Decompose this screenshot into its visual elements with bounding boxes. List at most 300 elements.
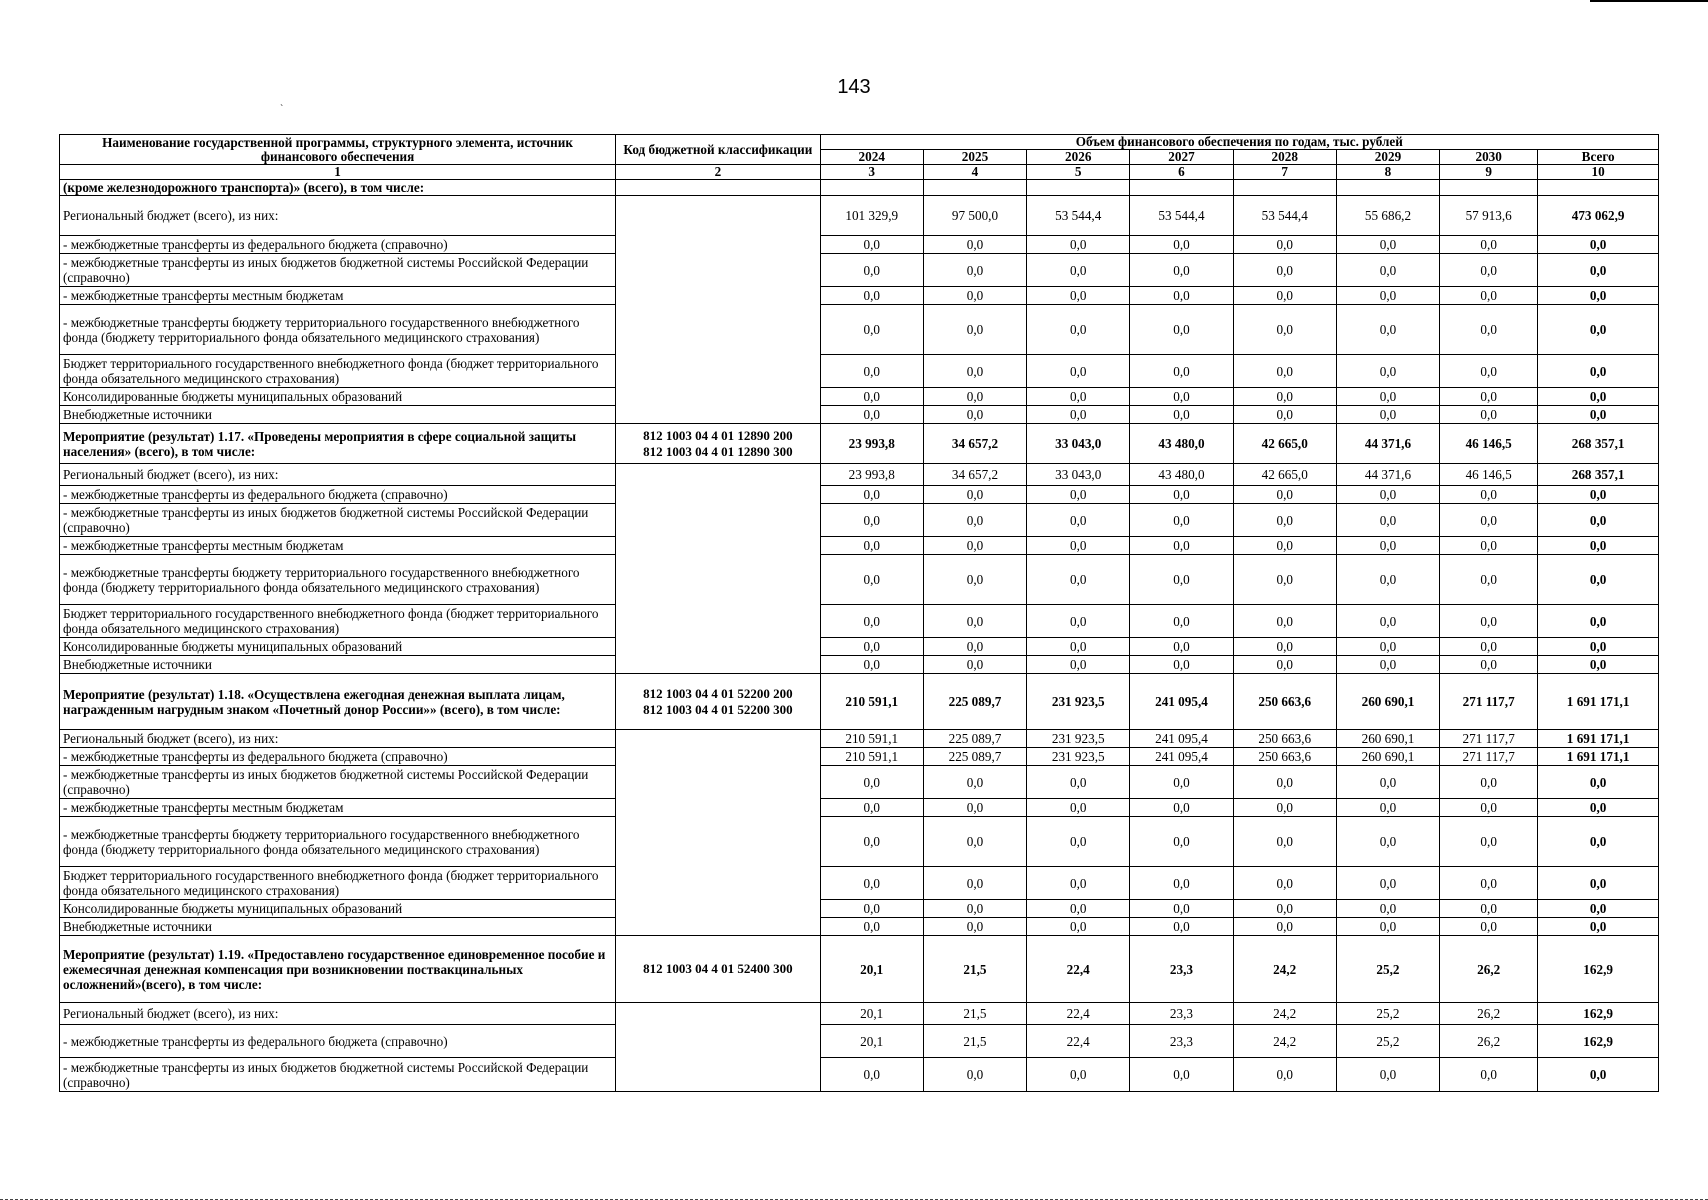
year-value-cell: 0,0 xyxy=(923,287,1026,305)
year-value-cell: 0,0 xyxy=(1027,799,1130,817)
total-cell: 473 062,9 xyxy=(1538,196,1659,236)
source-row xyxy=(60,656,1659,674)
year-value-cell: 0,0 xyxy=(923,305,1026,355)
source-row xyxy=(60,918,1659,936)
source-row xyxy=(60,555,1659,605)
year-value-cell: 0,0 xyxy=(1440,555,1538,605)
year-value-cell: 0,0 xyxy=(1130,638,1233,656)
year-value-cell: 0,0 xyxy=(1130,305,1233,355)
year-value-cell: 26,2 xyxy=(1440,1003,1538,1025)
year-value-cell: 0,0 xyxy=(1130,1058,1233,1092)
year-value-cell: 0,0 xyxy=(1233,254,1336,287)
total-cell: 268 357,1 xyxy=(1538,464,1659,486)
total-cell: 0,0 xyxy=(1538,355,1659,388)
year-value-cell: 0,0 xyxy=(820,537,923,555)
year-value-cell: 0,0 xyxy=(1440,605,1538,638)
header-year: 2025 xyxy=(923,150,1026,165)
column-index: 2 xyxy=(616,165,820,180)
year-value-cell: 0,0 xyxy=(1440,656,1538,674)
year-value-cell: 0,0 xyxy=(1233,605,1336,638)
year-value-cell: 0,0 xyxy=(820,638,923,656)
year-value-cell: 0,0 xyxy=(1336,867,1439,900)
source-row xyxy=(60,305,1659,355)
year-value-cell: 0,0 xyxy=(820,305,923,355)
year-value-cell: 0,0 xyxy=(820,605,923,638)
year-value-cell: 0,0 xyxy=(1027,638,1130,656)
source-name: Бюджет территориального государственного внебюджетного фонда (бюджет территориального фонда обязательного медицинского страхования) xyxy=(60,605,616,638)
year-value-cell: 260 690,1 xyxy=(1336,674,1439,730)
year-value-cell: 43 480,0 xyxy=(1130,424,1233,464)
year-value-cell: 20,1 xyxy=(820,1025,923,1058)
year-value-cell xyxy=(1336,180,1439,196)
year-value-cell: 0,0 xyxy=(1027,766,1130,799)
total-cell: 1 691 171,1 xyxy=(1538,748,1659,766)
header-total: Всего xyxy=(1538,150,1659,165)
year-value-cell: 21,5 xyxy=(923,1025,1026,1058)
header-year: 2027 xyxy=(1130,150,1233,165)
year-value-cell: 0,0 xyxy=(1233,504,1336,537)
year-value-cell: 0,0 xyxy=(923,537,1026,555)
year-value-cell: 0,0 xyxy=(1233,799,1336,817)
year-value-cell: 0,0 xyxy=(820,900,923,918)
year-value-cell: 231 923,5 xyxy=(1027,748,1130,766)
year-value-cell: 231 923,5 xyxy=(1027,674,1130,730)
year-value-cell: 0,0 xyxy=(1233,388,1336,406)
year-value-cell: 0,0 xyxy=(1440,388,1538,406)
year-value-cell: 0,0 xyxy=(923,766,1026,799)
header-row-index xyxy=(60,165,1659,180)
year-value-cell: 97 500,0 xyxy=(923,196,1026,236)
year-value-cell: 26,2 xyxy=(1440,1025,1538,1058)
total-cell: 0,0 xyxy=(1538,537,1659,555)
source-row xyxy=(60,504,1659,537)
column-index: 3 xyxy=(820,165,923,180)
column-index: 5 xyxy=(1027,165,1130,180)
year-value-cell: 46 146,5 xyxy=(1440,464,1538,486)
total-cell: 0,0 xyxy=(1538,638,1659,656)
year-value-cell: 44 371,6 xyxy=(1336,464,1439,486)
total-cell: 0,0 xyxy=(1538,1058,1659,1092)
total-cell: 0,0 xyxy=(1538,406,1659,424)
header-name: Наименование государственной программы, структурного элемента, источник финансового обеспечения xyxy=(60,135,616,165)
year-value-cell: 0,0 xyxy=(1336,254,1439,287)
source-name: Внебюджетные источники xyxy=(60,406,616,424)
source-row xyxy=(60,605,1659,638)
year-value-cell: 0,0 xyxy=(923,605,1026,638)
year-value-cell: 0,0 xyxy=(1130,504,1233,537)
source-name: - межбюджетные трансферты бюджету территориального государственного внебюджетного фонда (бюджету территориального фонда обязательного медицинского страхования) xyxy=(60,555,616,605)
year-value-cell: 271 117,7 xyxy=(1440,730,1538,748)
year-value-cell: 241 095,4 xyxy=(1130,674,1233,730)
year-value-cell: 0,0 xyxy=(1130,656,1233,674)
year-value-cell: 0,0 xyxy=(1130,355,1233,388)
year-value-cell: 0,0 xyxy=(1336,287,1439,305)
total-cell: 162,9 xyxy=(1538,936,1659,1003)
source-row xyxy=(60,537,1659,555)
year-value-cell: 0,0 xyxy=(1233,867,1336,900)
header-year: 2028 xyxy=(1233,150,1336,165)
year-value-cell: 231 923,5 xyxy=(1027,730,1130,748)
total-cell: 0,0 xyxy=(1538,254,1659,287)
source-name: Региональный бюджет (всего), из них: xyxy=(60,1003,616,1025)
year-value-cell: 0,0 xyxy=(1440,638,1538,656)
year-value-cell: 210 591,1 xyxy=(820,730,923,748)
source-row xyxy=(60,799,1659,817)
column-index: 9 xyxy=(1440,165,1538,180)
year-value-cell xyxy=(820,180,923,196)
year-value-cell: 0,0 xyxy=(1027,388,1130,406)
year-value-cell: 0,0 xyxy=(923,867,1026,900)
total-cell: 0,0 xyxy=(1538,236,1659,254)
year-value-cell: 0,0 xyxy=(1440,799,1538,817)
budget-code xyxy=(616,180,820,196)
source-name: Внебюджетные источники xyxy=(60,656,616,674)
year-value-cell: 0,0 xyxy=(1233,656,1336,674)
financing-table xyxy=(59,134,1659,1092)
year-value-cell: 0,0 xyxy=(1336,900,1439,918)
event-title: Мероприятие (результат) 1.19. «Предоставлено государственное единовременное пособие и ежемесячная денежная компенсация при возникновении поствакцинальных осложнений»(всего), в том числе: xyxy=(60,936,616,1003)
year-value-cell: 0,0 xyxy=(1130,605,1233,638)
year-value-cell: 33 043,0 xyxy=(1027,424,1130,464)
header-year: 2026 xyxy=(1027,150,1130,165)
year-value-cell: 23,3 xyxy=(1130,936,1233,1003)
year-value-cell: 225 089,7 xyxy=(923,730,1026,748)
year-value-cell: 225 089,7 xyxy=(923,674,1026,730)
event-title: (кроме железнодорожного транспорта)» (всего), в том числе: xyxy=(60,180,616,196)
year-value-cell: 0,0 xyxy=(1027,555,1130,605)
total-cell: 0,0 xyxy=(1538,504,1659,537)
year-value-cell: 25,2 xyxy=(1336,1025,1439,1058)
year-value-cell: 0,0 xyxy=(923,656,1026,674)
source-row xyxy=(60,1025,1659,1058)
total-cell: 0,0 xyxy=(1538,486,1659,504)
source-name: - межбюджетные трансферты местным бюджетам xyxy=(60,537,616,555)
year-value-cell: 21,5 xyxy=(923,1003,1026,1025)
total-cell: 1 691 171,1 xyxy=(1538,730,1659,748)
year-value-cell: 0,0 xyxy=(1440,867,1538,900)
source-row xyxy=(60,1058,1659,1092)
year-value-cell: 0,0 xyxy=(1336,918,1439,936)
source-name: Внебюджетные источники xyxy=(60,918,616,936)
year-value-cell: 42 665,0 xyxy=(1233,424,1336,464)
year-value-cell: 0,0 xyxy=(1440,1058,1538,1092)
year-value-cell: 0,0 xyxy=(820,867,923,900)
year-value-cell: 0,0 xyxy=(1233,817,1336,867)
year-value-cell: 0,0 xyxy=(1130,867,1233,900)
year-value-cell: 0,0 xyxy=(1233,555,1336,605)
source-name: - межбюджетные трансферты бюджету территориального государственного внебюджетного фонда (бюджету территориального фонда обязательного медицинского страхования) xyxy=(60,305,616,355)
year-value-cell: 0,0 xyxy=(1027,656,1130,674)
year-value-cell: 0,0 xyxy=(1440,817,1538,867)
budget-code: 812 1003 04 4 01 52400 300 xyxy=(616,936,820,1003)
year-value-cell: 0,0 xyxy=(923,900,1026,918)
year-value-cell: 0,0 xyxy=(1130,287,1233,305)
year-value-cell: 0,0 xyxy=(923,236,1026,254)
event-row xyxy=(60,424,1659,464)
year-value-cell: 0,0 xyxy=(1233,900,1336,918)
year-value-cell: 271 117,7 xyxy=(1440,674,1538,730)
year-value-cell: 0,0 xyxy=(1440,236,1538,254)
year-value-cell: 0,0 xyxy=(1130,918,1233,936)
budget-code: 812 1003 04 4 01 12890 200 812 1003 04 4 01 12890 300 xyxy=(616,424,820,464)
year-value-cell: 42 665,0 xyxy=(1233,464,1336,486)
year-value-cell: 250 663,6 xyxy=(1233,748,1336,766)
year-value-cell: 0,0 xyxy=(1027,504,1130,537)
year-value-cell xyxy=(1130,180,1233,196)
source-name: Региональный бюджет (всего), из них: xyxy=(60,464,616,486)
year-value-cell: 0,0 xyxy=(1233,305,1336,355)
year-value-cell: 0,0 xyxy=(1027,537,1130,555)
total-cell: 1 691 171,1 xyxy=(1538,674,1659,730)
year-value-cell: 0,0 xyxy=(820,486,923,504)
header-volume: Объем финансового обеспечения по годам, тыс. рублей xyxy=(820,135,1658,150)
year-value-cell: 0,0 xyxy=(820,799,923,817)
header-year: 2024 xyxy=(820,150,923,165)
year-value-cell: 0,0 xyxy=(1130,799,1233,817)
year-value-cell: 0,0 xyxy=(1440,355,1538,388)
year-value-cell: 0,0 xyxy=(1440,287,1538,305)
total-cell: 0,0 xyxy=(1538,656,1659,674)
source-name: Консолидированные бюджеты муниципальных образований xyxy=(60,900,616,918)
year-value-cell: 34 657,2 xyxy=(923,464,1026,486)
year-value-cell: 0,0 xyxy=(820,406,923,424)
year-value-cell: 23,3 xyxy=(1130,1003,1233,1025)
year-value-cell: 0,0 xyxy=(820,817,923,867)
year-value-cell: 23 993,8 xyxy=(820,424,923,464)
source-name: - межбюджетные трансферты из федерального бюджета (справочно) xyxy=(60,1025,616,1058)
year-value-cell: 0,0 xyxy=(923,486,1026,504)
year-value-cell: 0,0 xyxy=(1027,1058,1130,1092)
year-value-cell: 0,0 xyxy=(820,254,923,287)
total-cell: 162,9 xyxy=(1538,1025,1659,1058)
total-cell: 0,0 xyxy=(1538,900,1659,918)
year-value-cell: 0,0 xyxy=(923,918,1026,936)
year-value-cell: 0,0 xyxy=(1233,918,1336,936)
source-row xyxy=(60,817,1659,867)
year-value-cell: 0,0 xyxy=(1336,605,1439,638)
year-value-cell: 24,2 xyxy=(1233,936,1336,1003)
year-value-cell: 20,1 xyxy=(820,1003,923,1025)
year-value-cell: 0,0 xyxy=(1027,254,1130,287)
column-index: 7 xyxy=(1233,165,1336,180)
year-value-cell: 0,0 xyxy=(1440,537,1538,555)
year-value-cell: 0,0 xyxy=(1027,867,1130,900)
year-value-cell: 0,0 xyxy=(1130,555,1233,605)
year-value-cell: 0,0 xyxy=(820,388,923,406)
year-value-cell xyxy=(1440,180,1538,196)
source-row xyxy=(60,355,1659,388)
year-value-cell: 0,0 xyxy=(1336,504,1439,537)
year-value-cell: 0,0 xyxy=(1440,406,1538,424)
source-row xyxy=(60,254,1659,287)
year-value-cell: 0,0 xyxy=(1336,656,1439,674)
year-value-cell: 0,0 xyxy=(923,1058,1026,1092)
year-value-cell: 0,0 xyxy=(1130,254,1233,287)
source-row xyxy=(60,1003,1659,1025)
total-cell: 0,0 xyxy=(1538,799,1659,817)
source-name: - межбюджетные трансферты из федерального бюджета (справочно) xyxy=(60,236,616,254)
event-row xyxy=(60,936,1659,1003)
year-value-cell: 0,0 xyxy=(1233,638,1336,656)
year-value-cell: 0,0 xyxy=(1233,406,1336,424)
year-value-cell: 0,0 xyxy=(820,656,923,674)
source-name: Бюджет территориального государственного внебюджетного фонда (бюджет территориального фонда обязательного медицинского страхования) xyxy=(60,867,616,900)
total-cell: 0,0 xyxy=(1538,867,1659,900)
year-value-cell: 0,0 xyxy=(923,504,1026,537)
source-name: Консолидированные бюджеты муниципальных образований xyxy=(60,638,616,656)
source-name: - межбюджетные трансферты из федерального бюджета (справочно) xyxy=(60,486,616,504)
year-value-cell: 210 591,1 xyxy=(820,748,923,766)
year-value-cell xyxy=(923,180,1026,196)
year-value-cell: 0,0 xyxy=(1233,766,1336,799)
year-value-cell: 260 690,1 xyxy=(1336,748,1439,766)
source-name: Региональный бюджет (всего), из них: xyxy=(60,730,616,748)
scan-mark: ` xyxy=(280,104,284,115)
year-value-cell: 0,0 xyxy=(1336,766,1439,799)
source-name: Региональный бюджет (всего), из них: xyxy=(60,196,616,236)
year-value-cell: 260 690,1 xyxy=(1336,730,1439,748)
year-value-cell: 0,0 xyxy=(1027,236,1130,254)
source-row xyxy=(60,638,1659,656)
header-year: 2029 xyxy=(1336,150,1439,165)
year-value-cell: 0,0 xyxy=(1440,254,1538,287)
year-value-cell: 0,0 xyxy=(1027,605,1130,638)
budget-code-empty xyxy=(616,196,820,424)
year-value-cell: 23,3 xyxy=(1130,1025,1233,1058)
year-value-cell: 0,0 xyxy=(820,504,923,537)
year-value-cell: 0,0 xyxy=(1440,504,1538,537)
year-value-cell: 0,0 xyxy=(1336,555,1439,605)
budget-code-empty xyxy=(616,464,820,674)
year-value-cell: 0,0 xyxy=(820,918,923,936)
year-value-cell: 0,0 xyxy=(923,799,1026,817)
source-row xyxy=(60,486,1659,504)
year-value-cell: 0,0 xyxy=(1233,287,1336,305)
year-value-cell: 0,0 xyxy=(1336,1058,1439,1092)
year-value-cell: 0,0 xyxy=(1130,766,1233,799)
year-value-cell: 0,0 xyxy=(1027,305,1130,355)
source-name: - межбюджетные трансферты бюджету территориального государственного внебюджетного фонда (бюджету территориального фонда обязательного медицинского страхования) xyxy=(60,817,616,867)
year-value-cell: 0,0 xyxy=(1440,918,1538,936)
year-value-cell: 0,0 xyxy=(923,355,1026,388)
total-cell: 0,0 xyxy=(1538,555,1659,605)
year-value-cell: 53 544,4 xyxy=(1233,196,1336,236)
source-row xyxy=(60,900,1659,918)
year-value-cell: 57 913,6 xyxy=(1440,196,1538,236)
year-value-cell: 0,0 xyxy=(1336,537,1439,555)
year-value-cell: 0,0 xyxy=(1440,305,1538,355)
year-value-cell: 0,0 xyxy=(1130,406,1233,424)
year-value-cell: 25,2 xyxy=(1336,936,1439,1003)
year-value-cell: 0,0 xyxy=(1027,486,1130,504)
year-value-cell: 53 544,4 xyxy=(1130,196,1233,236)
year-value-cell: 55 686,2 xyxy=(1336,196,1439,236)
year-value-cell: 0,0 xyxy=(1336,236,1439,254)
year-value-cell: 0,0 xyxy=(1336,305,1439,355)
header-code: Код бюджетной классификации xyxy=(616,135,820,165)
year-value-cell: 0,0 xyxy=(820,1058,923,1092)
source-row xyxy=(60,766,1659,799)
year-value-cell: 241 095,4 xyxy=(1130,748,1233,766)
year-value-cell: 0,0 xyxy=(1027,355,1130,388)
year-value-cell: 0,0 xyxy=(820,236,923,254)
year-value-cell: 0,0 xyxy=(923,817,1026,867)
year-value-cell: 20,1 xyxy=(820,936,923,1003)
year-value-cell: 0,0 xyxy=(1336,486,1439,504)
year-value-cell: 0,0 xyxy=(1440,766,1538,799)
source-name: - межбюджетные трансферты местным бюджетам xyxy=(60,287,616,305)
budget-code-empty xyxy=(616,1003,820,1092)
source-row xyxy=(60,287,1659,305)
year-value-cell: 0,0 xyxy=(1336,355,1439,388)
year-value-cell: 23 993,8 xyxy=(820,464,923,486)
year-value-cell: 0,0 xyxy=(1233,486,1336,504)
year-value-cell: 53 544,4 xyxy=(1027,196,1130,236)
total-cell: 268 357,1 xyxy=(1538,424,1659,464)
total-cell: 0,0 xyxy=(1538,287,1659,305)
year-value-cell: 33 043,0 xyxy=(1027,464,1130,486)
year-value-cell: 0,0 xyxy=(923,406,1026,424)
total-cell: 0,0 xyxy=(1538,605,1659,638)
year-value-cell: 0,0 xyxy=(1130,817,1233,867)
year-value-cell: 26,2 xyxy=(1440,936,1538,1003)
column-index: 8 xyxy=(1336,165,1439,180)
year-value-cell: 0,0 xyxy=(1233,236,1336,254)
year-value-cell: 0,0 xyxy=(923,638,1026,656)
year-value-cell: 0,0 xyxy=(1130,388,1233,406)
year-value-cell: 22,4 xyxy=(1027,1025,1130,1058)
year-value-cell: 34 657,2 xyxy=(923,424,1026,464)
year-value-cell: 24,2 xyxy=(1233,1003,1336,1025)
year-value-cell: 0,0 xyxy=(1027,900,1130,918)
year-value-cell: 0,0 xyxy=(1440,486,1538,504)
column-index: 6 xyxy=(1130,165,1233,180)
top-rule xyxy=(1590,0,1708,2)
year-value-cell: 0,0 xyxy=(923,388,1026,406)
year-value-cell: 0,0 xyxy=(923,555,1026,605)
year-value-cell: 21,5 xyxy=(923,936,1026,1003)
year-value-cell: 0,0 xyxy=(1027,406,1130,424)
year-value-cell: 0,0 xyxy=(1130,537,1233,555)
year-value-cell: 0,0 xyxy=(1027,287,1130,305)
total-cell: 0,0 xyxy=(1538,305,1659,355)
header-row-1 xyxy=(60,135,1659,150)
year-value-cell: 24,2 xyxy=(1233,1025,1336,1058)
source-name: - межбюджетные трансферты из иных бюджетов бюджетной системы Российской Федерации (справочно) xyxy=(60,254,616,287)
column-index: 1 xyxy=(60,165,616,180)
year-value-cell: 46 146,5 xyxy=(1440,424,1538,464)
year-value-cell: 22,4 xyxy=(1027,1003,1130,1025)
source-name: - межбюджетные трансферты из федерального бюджета (справочно) xyxy=(60,748,616,766)
event-title: Мероприятие (результат) 1.18. «Осуществлена ежегодная денежная выплата лицам, награжденным нагрудным знаком «Почетный донор России»» (всего), в том числе: xyxy=(60,674,616,730)
source-row xyxy=(60,406,1659,424)
source-row xyxy=(60,748,1659,766)
source-row xyxy=(60,730,1659,748)
year-value-cell: 0,0 xyxy=(1130,900,1233,918)
event-row xyxy=(60,674,1659,730)
header-year: 2030 xyxy=(1440,150,1538,165)
page-number: 143 xyxy=(837,76,871,98)
source-name: - межбюджетные трансферты из иных бюджетов бюджетной системы Российской Федерации (справочно) xyxy=(60,1058,616,1092)
year-value-cell: 0,0 xyxy=(923,254,1026,287)
total-cell: 0,0 xyxy=(1538,766,1659,799)
year-value-cell: 25,2 xyxy=(1336,1003,1439,1025)
year-value-cell: 44 371,6 xyxy=(1336,424,1439,464)
year-value-cell: 43 480,0 xyxy=(1130,464,1233,486)
year-value-cell: 0,0 xyxy=(820,355,923,388)
year-value-cell: 0,0 xyxy=(1027,817,1130,867)
year-value-cell: 22,4 xyxy=(1027,936,1130,1003)
